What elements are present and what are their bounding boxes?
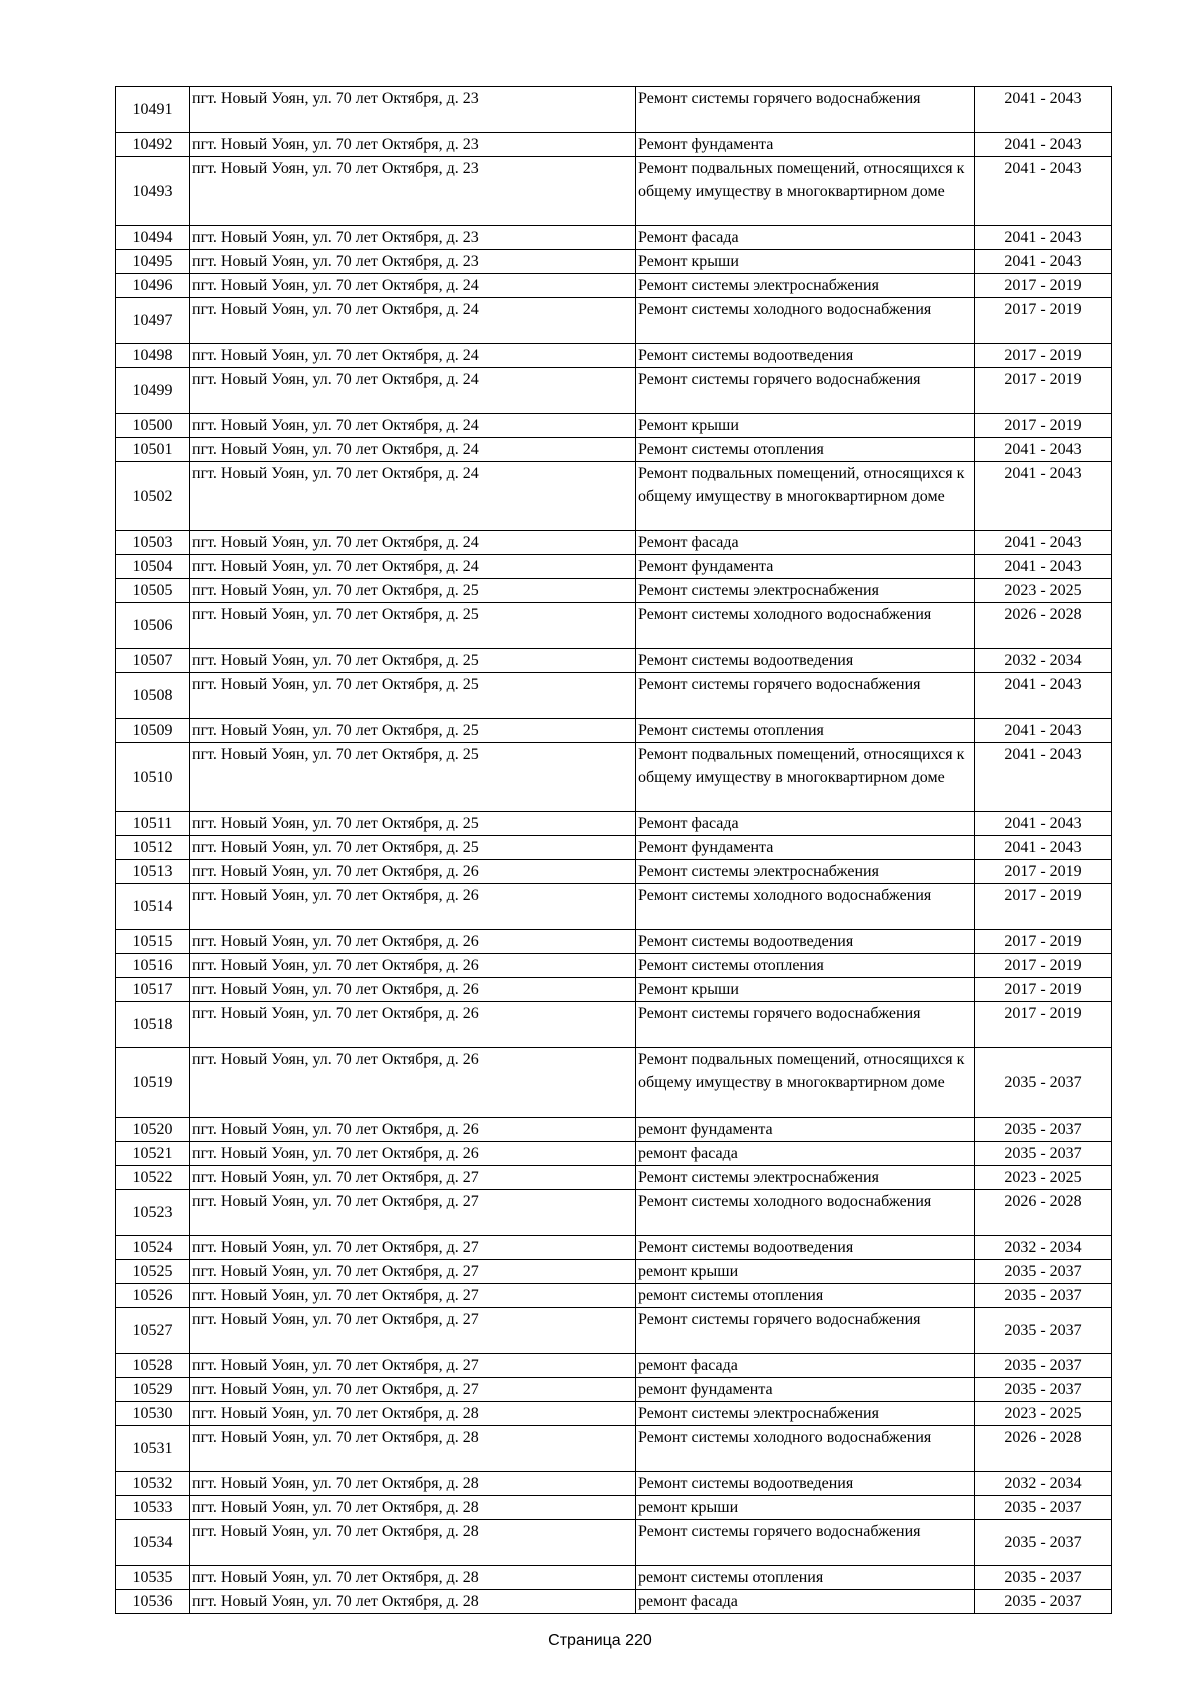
- period-cell: 2041 - 2043: [975, 157, 1112, 226]
- work-type-cell: Ремонт подвальных помещений, относящихся к общему имуществу в многоквартирном доме: [636, 462, 975, 531]
- work-type-cell: ремонт фасада: [636, 1354, 975, 1378]
- work-type-cell: Ремонт фасада: [636, 531, 975, 555]
- period-cell: 2017 - 2019: [975, 274, 1112, 298]
- address-cell: пгт. Новый Уоян, ул. 70 лет Октября, д. 24: [190, 298, 636, 344]
- row-number-cell: 10505: [116, 579, 190, 603]
- row-number-cell: 10528: [116, 1354, 190, 1378]
- work-type-cell: ремонт фундамента: [636, 1118, 975, 1142]
- address-cell: пгт. Новый Уоян, ул. 70 лет Октября, д. 25: [190, 836, 636, 860]
- table-row: [116, 884, 1112, 930]
- work-type-cell: ремонт фундамента: [636, 1378, 975, 1402]
- row-number-cell: 10514: [116, 884, 190, 930]
- table-row: [116, 1284, 1112, 1308]
- row-number-cell: 10502: [116, 462, 190, 531]
- work-type-cell: Ремонт фундамента: [636, 836, 975, 860]
- period-cell: 2026 - 2028: [975, 1426, 1112, 1472]
- address-cell: пгт. Новый Уоян, ул. 70 лет Октября, д. 27: [190, 1260, 636, 1284]
- period-cell: 2017 - 2019: [975, 1002, 1112, 1048]
- period-cell: 2017 - 2019: [975, 344, 1112, 368]
- period-cell: 2035 - 2037: [975, 1520, 1112, 1566]
- table-row: [116, 274, 1112, 298]
- address-cell: пгт. Новый Уоян, ул. 70 лет Октября, д. 25: [190, 649, 636, 673]
- address-cell: пгт. Новый Уоян, ул. 70 лет Октября, д. 27: [190, 1236, 636, 1260]
- row-number-cell: 10499: [116, 368, 190, 414]
- period-cell: 2041 - 2043: [975, 87, 1112, 133]
- work-type-cell: Ремонт подвальных помещений, относящихся к общему имуществу в многоквартирном доме: [636, 1048, 975, 1118]
- table-row: [116, 298, 1112, 344]
- row-number-cell: 10504: [116, 555, 190, 579]
- table-row: [116, 954, 1112, 978]
- table-row: [116, 555, 1112, 579]
- address-cell: пгт. Новый Уоян, ул. 70 лет Октября, д. 25: [190, 579, 636, 603]
- table-row: [116, 649, 1112, 673]
- work-type-cell: Ремонт фасада: [636, 812, 975, 836]
- period-cell: 2035 - 2037: [975, 1308, 1112, 1354]
- row-number-cell: 10511: [116, 812, 190, 836]
- work-type-cell: Ремонт системы водоотведения: [636, 344, 975, 368]
- row-number-cell: 10503: [116, 531, 190, 555]
- table-row: [116, 812, 1112, 836]
- address-cell: пгт. Новый Уоян, ул. 70 лет Октября, д. 23: [190, 157, 636, 226]
- period-cell: 2035 - 2037: [975, 1118, 1112, 1142]
- period-cell: 2035 - 2037: [975, 1378, 1112, 1402]
- address-cell: пгт. Новый Уоян, ул. 70 лет Октября, д. 26: [190, 930, 636, 954]
- address-cell: пгт. Новый Уоян, ул. 70 лет Октября, д. 26: [190, 1048, 636, 1118]
- table-row: [116, 673, 1112, 719]
- row-number-cell: 10529: [116, 1378, 190, 1402]
- row-number-cell: 10506: [116, 603, 190, 649]
- row-number-cell: 10519: [116, 1048, 190, 1118]
- period-cell: 2017 - 2019: [975, 978, 1112, 1002]
- address-cell: пгт. Новый Уоян, ул. 70 лет Октября, д. 27: [190, 1166, 636, 1190]
- address-cell: пгт. Новый Уоян, ул. 70 лет Октября, д. 27: [190, 1284, 636, 1308]
- row-number-cell: 10536: [116, 1590, 190, 1614]
- work-type-cell: ремонт системы отопления: [636, 1566, 975, 1590]
- address-cell: пгт. Новый Уоян, ул. 70 лет Октября, д. 23: [190, 250, 636, 274]
- row-number-cell: 10530: [116, 1402, 190, 1426]
- period-cell: 2023 - 2025: [975, 1402, 1112, 1426]
- row-number-cell: 10520: [116, 1118, 190, 1142]
- period-cell: 2026 - 2028: [975, 1190, 1112, 1236]
- work-type-cell: ремонт фасада: [636, 1142, 975, 1166]
- table-row: [116, 226, 1112, 250]
- period-cell: 2035 - 2037: [975, 1048, 1112, 1118]
- table-row: [116, 438, 1112, 462]
- work-type-cell: Ремонт системы электроснабжения: [636, 274, 975, 298]
- table-row: [116, 860, 1112, 884]
- period-cell: 2032 - 2034: [975, 649, 1112, 673]
- period-cell: 2041 - 2043: [975, 836, 1112, 860]
- address-cell: пгт. Новый Уоян, ул. 70 лет Октября, д. 26: [190, 884, 636, 930]
- row-number-cell: 10501: [116, 438, 190, 462]
- work-type-cell: Ремонт системы холодного водоснабжения: [636, 1426, 975, 1472]
- work-type-cell: Ремонт системы холодного водоснабжения: [636, 884, 975, 930]
- work-type-cell: Ремонт системы горячего водоснабжения: [636, 1002, 975, 1048]
- table-body: [116, 87, 1112, 1614]
- period-cell: 2041 - 2043: [975, 462, 1112, 531]
- address-cell: пгт. Новый Уоян, ул. 70 лет Октября, д. 25: [190, 673, 636, 719]
- table-row: [116, 1166, 1112, 1190]
- period-cell: 2035 - 2037: [975, 1496, 1112, 1520]
- work-type-cell: Ремонт фундамента: [636, 133, 975, 157]
- period-cell: 2041 - 2043: [975, 531, 1112, 555]
- address-cell: пгт. Новый Уоян, ул. 70 лет Октября, д. 28: [190, 1472, 636, 1496]
- period-cell: 2017 - 2019: [975, 954, 1112, 978]
- table-row: [116, 1566, 1112, 1590]
- address-cell: пгт. Новый Уоян, ул. 70 лет Октября, д. 28: [190, 1496, 636, 1520]
- period-cell: 2017 - 2019: [975, 298, 1112, 344]
- table-row: [116, 1236, 1112, 1260]
- address-cell: пгт. Новый Уоян, ул. 70 лет Октября, д. 27: [190, 1354, 636, 1378]
- period-cell: 2035 - 2037: [975, 1260, 1112, 1284]
- address-cell: пгт. Новый Уоян, ул. 70 лет Октября, д. 28: [190, 1520, 636, 1566]
- work-type-cell: Ремонт системы водоотведения: [636, 930, 975, 954]
- address-cell: пгт. Новый Уоян, ул. 70 лет Октября, д. 26: [190, 978, 636, 1002]
- table-row: [116, 836, 1112, 860]
- row-number-cell: 10494: [116, 226, 190, 250]
- work-type-cell: Ремонт системы электроснабжения: [636, 579, 975, 603]
- table-row: [116, 1496, 1112, 1520]
- table-row: [116, 603, 1112, 649]
- row-number-cell: 10517: [116, 978, 190, 1002]
- period-cell: 2023 - 2025: [975, 579, 1112, 603]
- period-cell: 2017 - 2019: [975, 414, 1112, 438]
- period-cell: 2041 - 2043: [975, 555, 1112, 579]
- work-type-cell: Ремонт крыши: [636, 978, 975, 1002]
- row-number-cell: 10497: [116, 298, 190, 344]
- table-row: [116, 1190, 1112, 1236]
- row-number-cell: 10535: [116, 1566, 190, 1590]
- table-row: [116, 1260, 1112, 1284]
- table-row: [116, 1402, 1112, 1426]
- row-number-cell: 10507: [116, 649, 190, 673]
- address-cell: пгт. Новый Уоян, ул. 70 лет Октября, д. 27: [190, 1190, 636, 1236]
- period-cell: 2041 - 2043: [975, 673, 1112, 719]
- address-cell: пгт. Новый Уоян, ул. 70 лет Октября, д. 24: [190, 531, 636, 555]
- address-cell: пгт. Новый Уоян, ул. 70 лет Октября, д. 24: [190, 274, 636, 298]
- table-row: [116, 1002, 1112, 1048]
- period-cell: 2041 - 2043: [975, 743, 1112, 812]
- address-cell: пгт. Новый Уоян, ул. 70 лет Октября, д. 24: [190, 462, 636, 531]
- work-type-cell: Ремонт системы горячего водоснабжения: [636, 673, 975, 719]
- row-number-cell: 10515: [116, 930, 190, 954]
- period-cell: 2041 - 2043: [975, 438, 1112, 462]
- address-cell: пгт. Новый Уоян, ул. 70 лет Октября, д. 23: [190, 133, 636, 157]
- row-number-cell: 10527: [116, 1308, 190, 1354]
- address-cell: пгт. Новый Уоян, ул. 70 лет Октября, д. 25: [190, 603, 636, 649]
- table-row: [116, 1520, 1112, 1566]
- row-number-cell: 10500: [116, 414, 190, 438]
- table-row: [116, 462, 1112, 531]
- table-row: [116, 368, 1112, 414]
- address-cell: пгт. Новый Уоян, ул. 70 лет Октября, д. 26: [190, 954, 636, 978]
- row-number-cell: 10510: [116, 743, 190, 812]
- table-row: [116, 157, 1112, 226]
- work-type-cell: ремонт фасада: [636, 1590, 975, 1614]
- period-cell: 2017 - 2019: [975, 368, 1112, 414]
- address-cell: пгт. Новый Уоян, ул. 70 лет Октября, д. 26: [190, 860, 636, 884]
- row-number-cell: 10521: [116, 1142, 190, 1166]
- page-number: Страница 220: [548, 1632, 652, 1649]
- period-cell: 2017 - 2019: [975, 860, 1112, 884]
- work-type-cell: ремонт крыши: [636, 1260, 975, 1284]
- address-cell: пгт. Новый Уоян, ул. 70 лет Октября, д. 27: [190, 1308, 636, 1354]
- address-cell: пгт. Новый Уоян, ул. 70 лет Октября, д. 28: [190, 1566, 636, 1590]
- work-type-cell: Ремонт системы водоотведения: [636, 649, 975, 673]
- table-row: [116, 344, 1112, 368]
- address-cell: пгт. Новый Уоян, ул. 70 лет Октября, д. 24: [190, 368, 636, 414]
- work-type-cell: Ремонт подвальных помещений, относящихся к общему имуществу в многоквартирном доме: [636, 157, 975, 226]
- period-cell: 2035 - 2037: [975, 1566, 1112, 1590]
- address-cell: пгт. Новый Уоян, ул. 70 лет Октября, д. 24: [190, 555, 636, 579]
- table-row: [116, 1378, 1112, 1402]
- row-number-cell: 10523: [116, 1190, 190, 1236]
- work-type-cell: Ремонт системы водоотведения: [636, 1236, 975, 1260]
- table-row: [116, 1472, 1112, 1496]
- work-type-cell: Ремонт системы электроснабжения: [636, 1166, 975, 1190]
- work-type-cell: Ремонт системы горячего водоснабжения: [636, 87, 975, 133]
- period-cell: 2032 - 2034: [975, 1236, 1112, 1260]
- row-number-cell: 10492: [116, 133, 190, 157]
- table-row: [116, 930, 1112, 954]
- row-number-cell: 10493: [116, 157, 190, 226]
- period-cell: 2041 - 2043: [975, 133, 1112, 157]
- table-row: [116, 1426, 1112, 1472]
- work-type-cell: Ремонт фундамента: [636, 555, 975, 579]
- address-cell: пгт. Новый Уоян, ул. 70 лет Октября, д. 23: [190, 87, 636, 133]
- period-cell: 2026 - 2028: [975, 603, 1112, 649]
- address-cell: пгт. Новый Уоян, ул. 70 лет Октября, д. 28: [190, 1402, 636, 1426]
- address-cell: пгт. Новый Уоян, ул. 70 лет Октября, д. 25: [190, 719, 636, 743]
- period-cell: 2032 - 2034: [975, 1472, 1112, 1496]
- table-row: [116, 1142, 1112, 1166]
- period-cell: 2035 - 2037: [975, 1354, 1112, 1378]
- period-cell: 2041 - 2043: [975, 812, 1112, 836]
- work-type-cell: Ремонт системы горячего водоснабжения: [636, 1520, 975, 1566]
- row-number-cell: 10491: [116, 87, 190, 133]
- address-cell: пгт. Новый Уоян, ул. 70 лет Октября, д. 27: [190, 1378, 636, 1402]
- row-number-cell: 10496: [116, 274, 190, 298]
- table-row: [116, 978, 1112, 1002]
- table-row: [116, 719, 1112, 743]
- work-type-cell: Ремонт системы холодного водоснабжения: [636, 1190, 975, 1236]
- period-cell: 2017 - 2019: [975, 884, 1112, 930]
- row-number-cell: 10516: [116, 954, 190, 978]
- work-type-cell: ремонт системы отопления: [636, 1284, 975, 1308]
- period-cell: 2035 - 2037: [975, 1590, 1112, 1614]
- address-cell: пгт. Новый Уоян, ул. 70 лет Октября, д. 26: [190, 1142, 636, 1166]
- row-number-cell: 10524: [116, 1236, 190, 1260]
- table-row: [116, 1048, 1112, 1118]
- period-cell: 2017 - 2019: [975, 930, 1112, 954]
- row-number-cell: 10513: [116, 860, 190, 884]
- row-number-cell: 10532: [116, 1472, 190, 1496]
- address-cell: пгт. Новый Уоян, ул. 70 лет Октября, д. 24: [190, 414, 636, 438]
- row-number-cell: 10518: [116, 1002, 190, 1048]
- address-cell: пгт. Новый Уоян, ул. 70 лет Октября, д. 23: [190, 226, 636, 250]
- address-cell: пгт. Новый Уоян, ул. 70 лет Октября, д. 26: [190, 1002, 636, 1048]
- address-cell: пгт. Новый Уоян, ул. 70 лет Октября, д. 25: [190, 812, 636, 836]
- repair-schedule-table: [115, 86, 1112, 1614]
- address-cell: пгт. Новый Уоян, ул. 70 лет Октября, д. 28: [190, 1590, 636, 1614]
- table-row: [116, 1590, 1112, 1614]
- table-row: [116, 579, 1112, 603]
- work-type-cell: Ремонт системы холодного водоснабжения: [636, 298, 975, 344]
- work-type-cell: Ремонт фасада: [636, 226, 975, 250]
- address-cell: пгт. Новый Уоян, ул. 70 лет Октября, д. 24: [190, 344, 636, 368]
- work-type-cell: Ремонт системы водоотведения: [636, 1472, 975, 1496]
- row-number-cell: 10534: [116, 1520, 190, 1566]
- period-cell: 2035 - 2037: [975, 1284, 1112, 1308]
- work-type-cell: ремонт крыши: [636, 1496, 975, 1520]
- period-cell: 2041 - 2043: [975, 226, 1112, 250]
- period-cell: 2023 - 2025: [975, 1166, 1112, 1190]
- table-row: [116, 414, 1112, 438]
- work-type-cell: Ремонт крыши: [636, 250, 975, 274]
- row-number-cell: 10508: [116, 673, 190, 719]
- period-cell: 2041 - 2043: [975, 719, 1112, 743]
- row-number-cell: 10512: [116, 836, 190, 860]
- work-type-cell: Ремонт системы электроснабжения: [636, 860, 975, 884]
- work-type-cell: Ремонт системы холодного водоснабжения: [636, 603, 975, 649]
- table-row: [116, 1354, 1112, 1378]
- table-row: [116, 87, 1112, 133]
- address-cell: пгт. Новый Уоян, ул. 70 лет Октября, д. 28: [190, 1426, 636, 1472]
- period-cell: 2041 - 2043: [975, 250, 1112, 274]
- table-row: [116, 531, 1112, 555]
- work-type-cell: Ремонт системы горячего водоснабжения: [636, 368, 975, 414]
- work-type-cell: Ремонт системы электроснабжения: [636, 1402, 975, 1426]
- row-number-cell: 10498: [116, 344, 190, 368]
- row-number-cell: 10525: [116, 1260, 190, 1284]
- work-type-cell: Ремонт подвальных помещений, относящихся к общему имуществу в многоквартирном доме: [636, 743, 975, 812]
- table-row: [116, 1118, 1112, 1142]
- work-type-cell: Ремонт системы отопления: [636, 954, 975, 978]
- table-row: [116, 250, 1112, 274]
- period-cell: 2035 - 2037: [975, 1142, 1112, 1166]
- work-type-cell: Ремонт крыши: [636, 414, 975, 438]
- table-row: [116, 743, 1112, 812]
- address-cell: пгт. Новый Уоян, ул. 70 лет Октября, д. 25: [190, 743, 636, 812]
- work-type-cell: Ремонт системы отопления: [636, 438, 975, 462]
- work-type-cell: Ремонт системы отопления: [636, 719, 975, 743]
- address-cell: пгт. Новый Уоян, ул. 70 лет Октября, д. 26: [190, 1118, 636, 1142]
- row-number-cell: 10526: [116, 1284, 190, 1308]
- row-number-cell: 10495: [116, 250, 190, 274]
- row-number-cell: 10509: [116, 719, 190, 743]
- row-number-cell: 10531: [116, 1426, 190, 1472]
- row-number-cell: 10533: [116, 1496, 190, 1520]
- table-row: [116, 1308, 1112, 1354]
- table-row: [116, 133, 1112, 157]
- address-cell: пгт. Новый Уоян, ул. 70 лет Октября, д. 24: [190, 438, 636, 462]
- row-number-cell: 10522: [116, 1166, 190, 1190]
- work-type-cell: Ремонт системы горячего водоснабжения: [636, 1308, 975, 1354]
